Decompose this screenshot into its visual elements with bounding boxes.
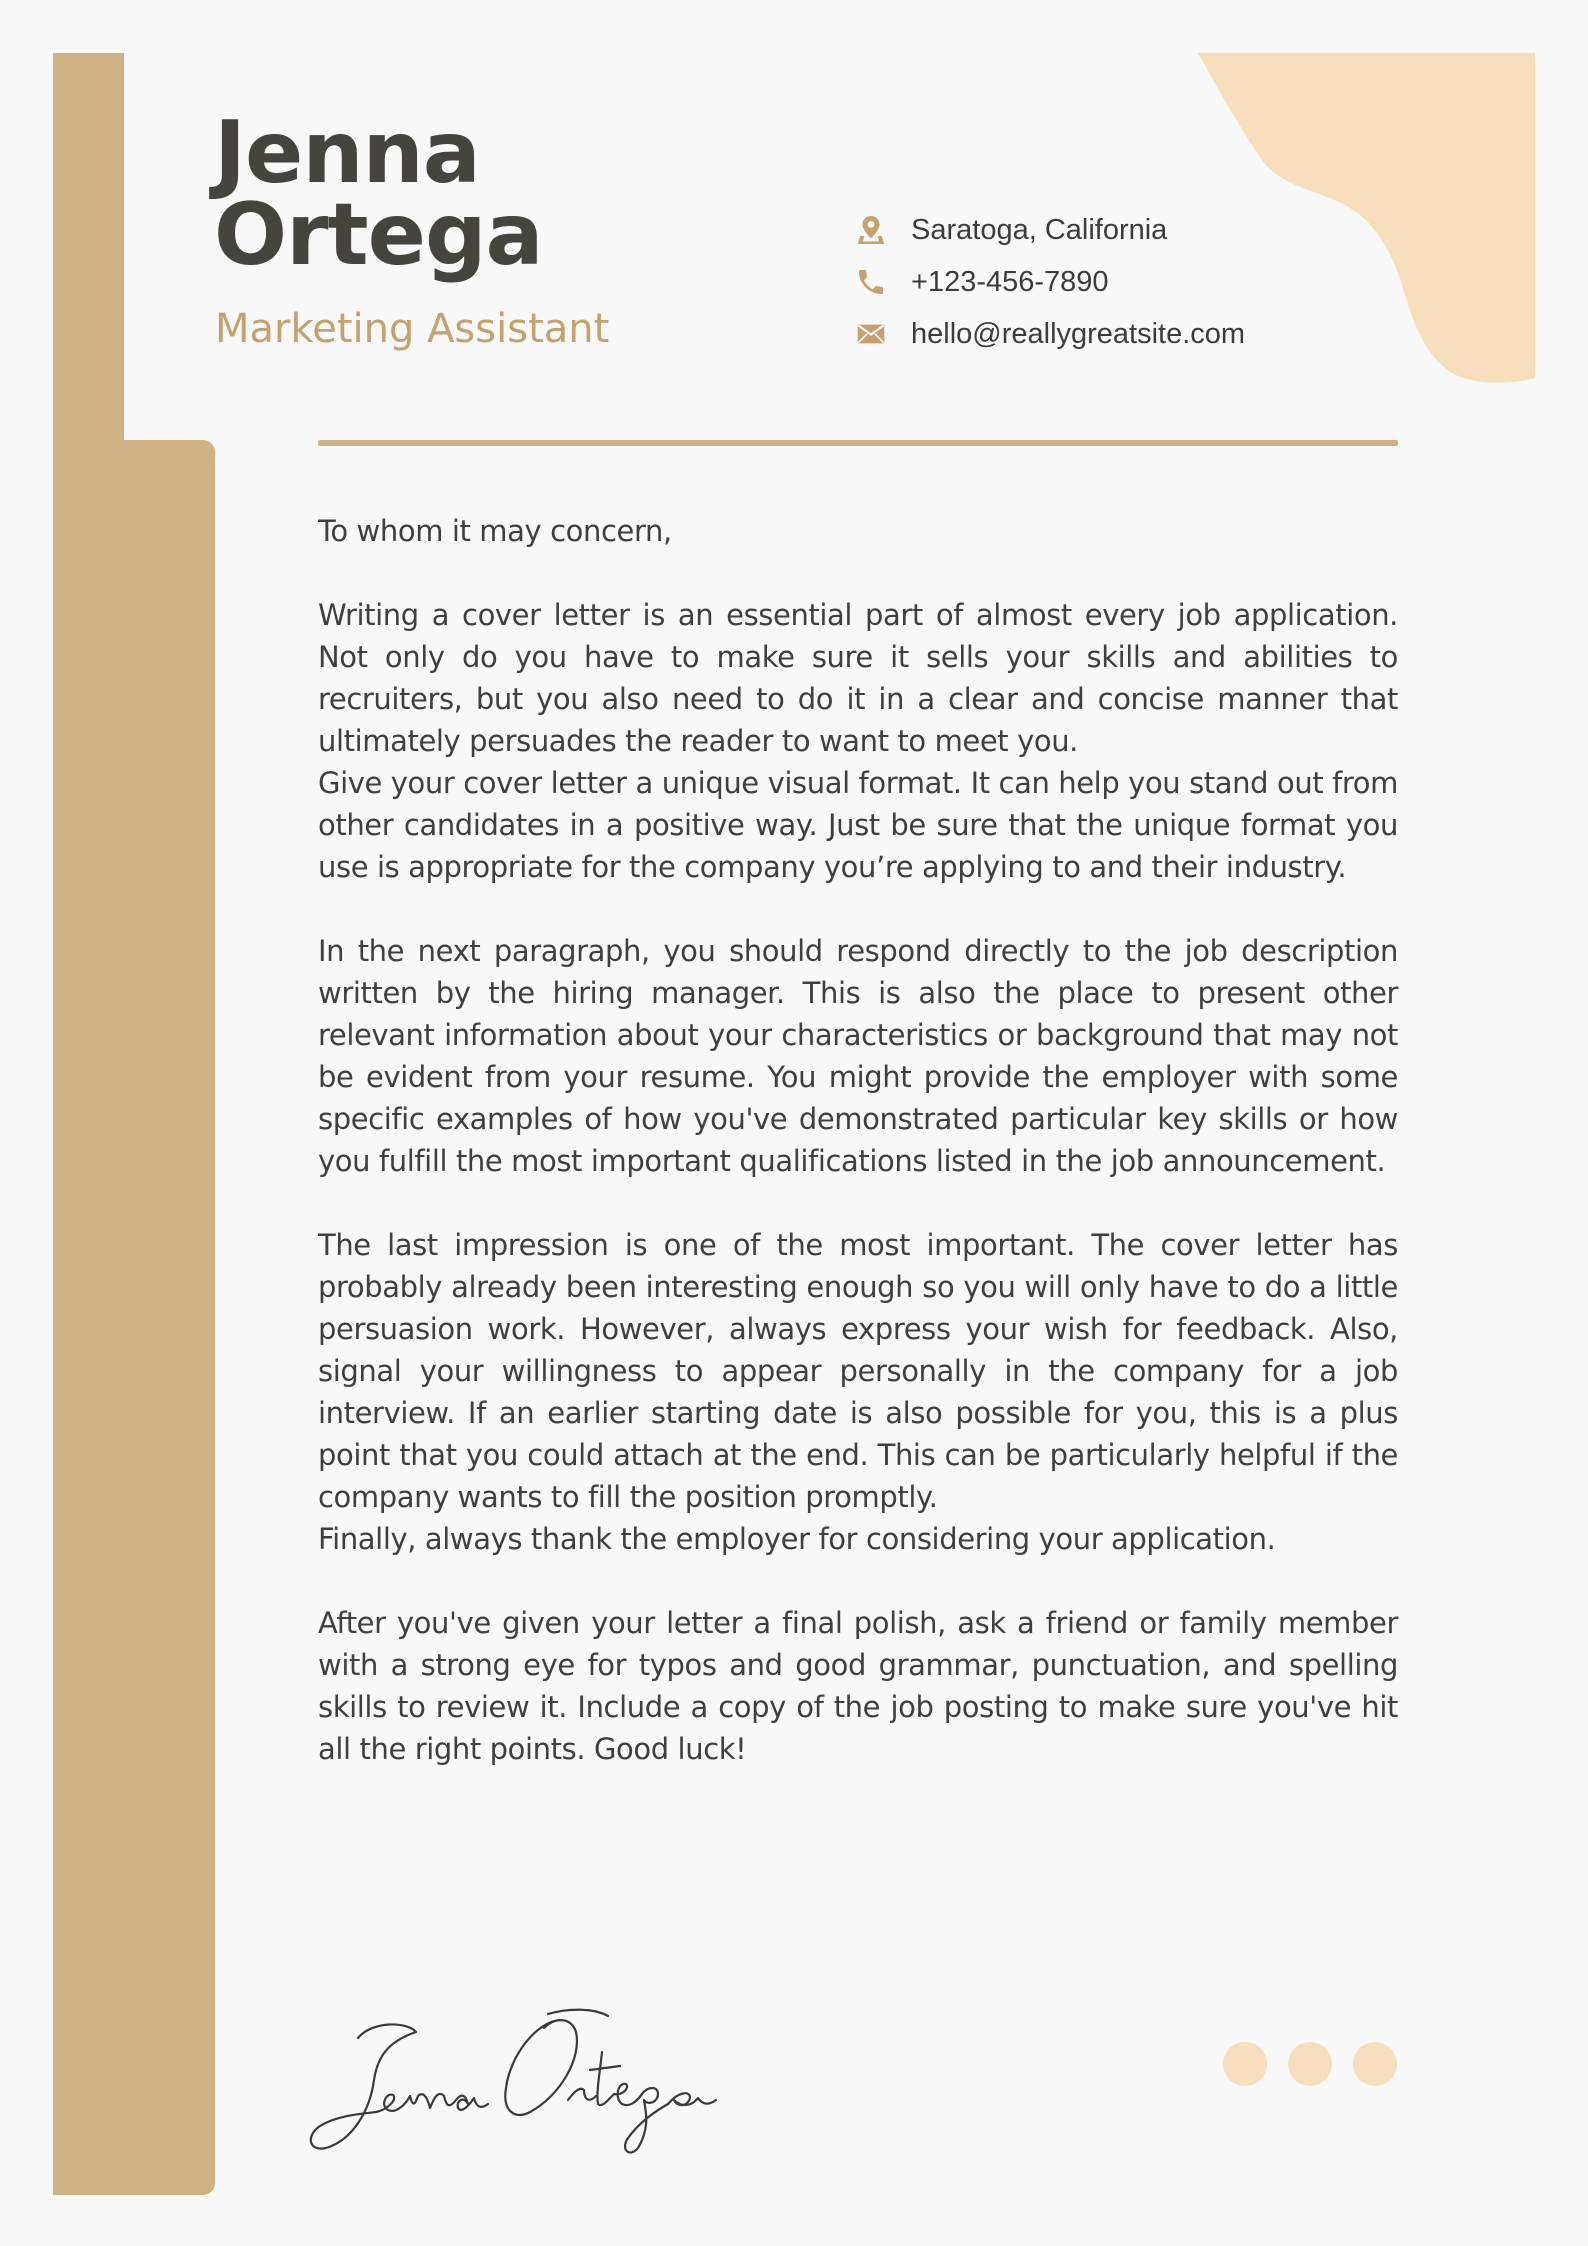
phone-text: +123-456-7890 — [911, 265, 1109, 298]
decorative-dot — [1223, 2042, 1267, 2086]
sidebar-accent-bar — [53, 440, 215, 2195]
last-name: Ortega — [214, 185, 543, 285]
envelope-icon — [855, 318, 887, 350]
candidate-name — [214, 103, 543, 285]
letter-paragraph: After you've given your letter a final polish, ask a friend or family member with a strong eye for typos and good grammar, punctuation, and spelling skills to review it. Include a copy of the job posting to make sure you've hit all the right points. Good luck! — [318, 1606, 1398, 1766]
decorative-dot — [1288, 2042, 1332, 2086]
contact-phone — [855, 256, 1245, 308]
letter-paragraph: Finally, always thank the employer for considering your application. — [318, 1522, 1276, 1556]
contact-location — [855, 204, 1245, 256]
contact-email — [855, 308, 1245, 360]
letter-paragraph: The last impression is one of the most important. The cover letter has probably already been interesting enough so you will only have to do a little persuasion work. However, always express your wish for feedback. Also, signal your willingness to appear personally in the company for a job interview. If an earlier starting date is also possible for you, this is a plus point that you could attach at the end. This can be particularly helpful if the company wants to fill the position promptly. — [318, 1228, 1398, 1514]
phone-icon — [855, 266, 887, 298]
header-divider — [318, 440, 1398, 446]
location-pin-icon — [855, 214, 887, 246]
first-name: Jenna — [214, 103, 480, 203]
decorative-dots — [1223, 2042, 1418, 2086]
decorative-dot — [1353, 2042, 1397, 2086]
email-text: hello@reallygreatsite.com — [911, 317, 1246, 350]
location-text: Saratoga, California — [911, 213, 1168, 246]
letter-paragraph: In the next paragraph, you should respond directly to the job description written by the hiring manager. This is also the place to present other relevant information about your characteristics or background that may not be evident from your resume. You might provide the employer with some specific examples of how you've demonstrated particular key skills or how you fulfill the most important qualifications listed in the job announcement. — [318, 934, 1398, 1178]
contact-info — [855, 204, 1245, 360]
letter-paragraph: Give your cover letter a unique visual format. It can help you stand out from other candidates in a positive way. Just be sure that the unique format you use is appropriate for the company you’re applying to and their industry. — [318, 766, 1398, 884]
sidebar-accent-top — [53, 53, 124, 443]
salutation: To whom it may concern, — [318, 514, 672, 548]
letter-paragraph: Writing a cover letter is an essential part of almost every job application. Not only do you have to make sure it sells your skills and abilities to recruiters, but you also need to do it in a clear and concise manner that ultimately persuades the reader to want to meet you. — [318, 598, 1398, 758]
signature-image — [298, 2000, 738, 2160]
job-title: Marketing Assistant — [215, 306, 610, 352]
letter-body — [318, 510, 1398, 1770]
